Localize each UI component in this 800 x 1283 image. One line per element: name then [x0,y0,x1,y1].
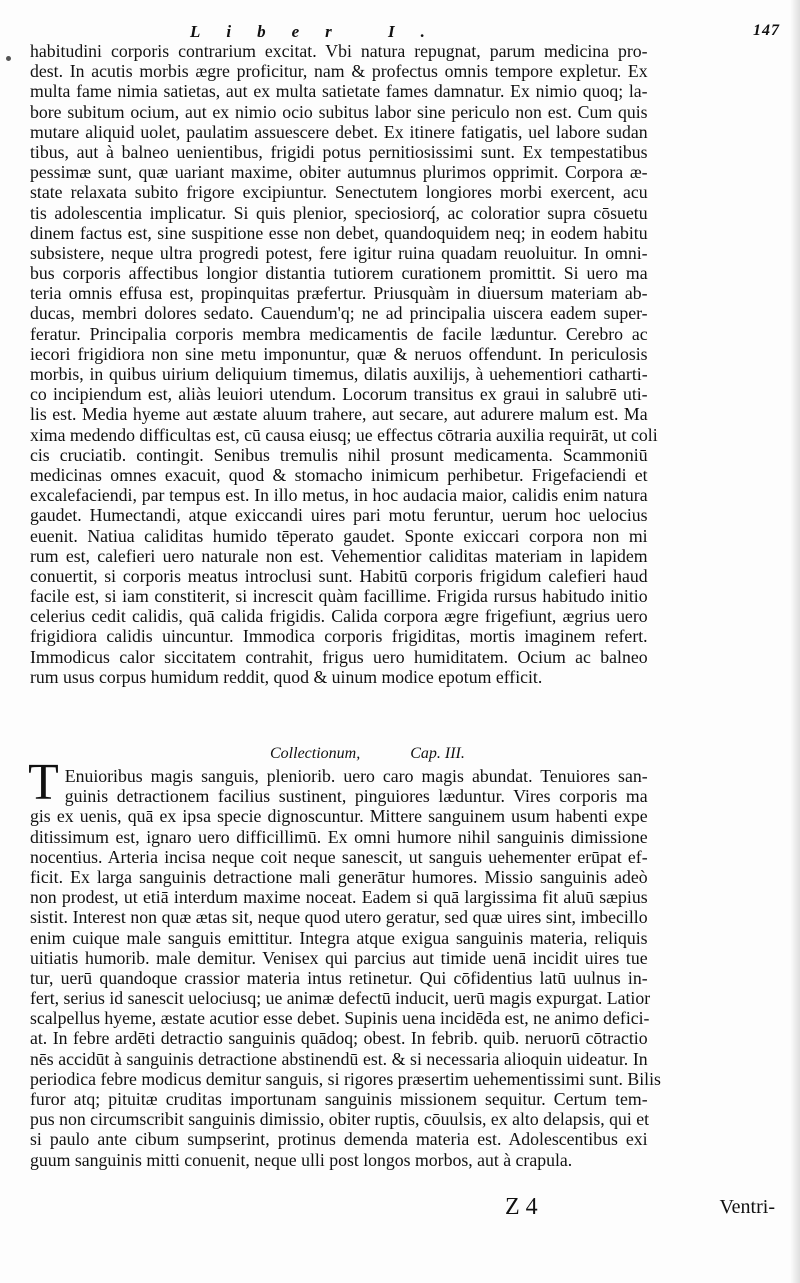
text-line: mutare aliquid uolet, paulatim assuescere debet. Ex itinere fatigatis, uel labore sudan [30,121,648,142]
chapter-text-line: fert, serius id sanescit uelociusq; ue animæ defectū inducit, uerū magis expurgat. Latior [30,988,651,1009]
margin-mark [6,56,11,61]
chapter-text-line: Enuioribus magis sanguis, pleniorib. uero caro magis abundat. Tenuiores san- [64,766,648,786]
text-line: multa fame nimia satietas, aut ex multa satietate fames damnatur. Ex nimio quoq; la- [30,81,648,102]
chapter-text-line: non prodest, ut etiā interdum maxime noceat. Eadem si quā largissima fit aluū sæpius [30,887,648,908]
chapter-text-line: guinis detractionem facilius sustinent, pinguiores læduntur. Vires corporis ma [64,786,648,807]
text-line: habitudini corporis contrarium excitat. Vbi natura repugnat, parum medicina pro- [30,41,648,61]
text-line: co incipiendum est, aliàs leuiori utendum. Locorum transitus ex graui in salubrē uti- [30,384,648,405]
chapter-text-line: tur, uerū quandoque crassior materia intus retinetur. Qui cōfidentius latū uulnus in- [30,967,648,988]
section-book-title: Collectionum, [270,745,361,762]
main-text-block [30,41,658,687]
text-line: rum usus corpus humidum reddit, quod & uinum modice epotum efficit. [30,666,543,687]
chapter-text-line: si paulo ante cibum sumpserint, protinus demenda materia est. Adolescentibus exi [30,1129,648,1150]
chapter-text-line: sistit. Interest non quæ ætas sit, neque quod utero geratur, sed quæ uires sint, imbecillo [30,907,648,928]
chapter-text-line: scalpellus hyeme, æstate acutior esse debet. Supinis uena incidēda est, ne animo defici- [30,1008,650,1029]
chapter-text-line: gis ex uenis, quā ex ipsa specie dignoscuntur. Mittere sanguinem usum habenti expe [30,806,648,827]
catchword: Ventri- [719,1196,775,1218]
text-line: facile est, si iam constiterit, si increscit quàm facillime. Frigida rursus habitudo initio [30,586,648,607]
text-line: rum est, calefieri uero naturale non est. Vehementior caliditas materiam in lapidem [30,545,648,566]
text-line: morbis, in quibus uirium deliquium timemus, dilatis auxilijs, à uehementiori catharti- [30,364,648,384]
text-line: bore subitum ocium, aut ex nimio ocio subitus labor sine periculo non est. Cum quis [30,101,648,122]
section-heading [270,745,511,763]
text-line: dest. In acutis morbis ægre proficitur, nam & profectus omnis tempore expletur. Ex [30,61,648,82]
text-line: gaudet. Humectandi, atque exiccandi uires pari motu feruntur, uerum hoc uelocius [30,505,648,526]
chapter-text-line: enim cuique male sanguis emittitur. Integra atque exigua sanguinis materia, reliquis [30,927,648,948]
text-line: lis est. Media hyeme aut æstate aluum trahere, aut secare, aut adurere malum est. Ma [30,404,648,425]
drop-cap-initial: T [28,754,59,811]
chapter-text-block [28,754,661,1170]
text-line: state relaxata subito frigore excipiuntur. Senectutem longiores morbi exercent, acu [30,182,648,203]
chapter-text-line: at. In febre ardēti detractio sanguinis quādoq; obest. In febrib. quib. neruorū cōtractio [30,1028,648,1049]
page-footer [505,1194,775,1220]
text-line: celerius cedit calidis, quā calida frigidis. Calida corpora ægre frigefiunt, ægrius uero [30,606,648,627]
text-line: tibus, aut à balneo uenientibus, frigidi potus pernitiosissimi sunt. Ex tempestatibus [30,141,648,162]
page-number: 147 [753,22,780,39]
text-line: medicinas omnes exacuit, quod & stomacho inimicum perhibetur. Frigefaciendi et [30,464,648,485]
text-line: ducas, membri dolores sedato. Cauendum'q; ne ad principalia uiscera eadem super- [30,303,648,324]
text-line: frigidiora calidis uincuntur. Immodica corporis frigiditas, mortis imaginem refert. [30,626,648,647]
text-line: feratur. Principalia corporis membra medicamentis de facile læduntur. Cerebro ac [30,323,648,344]
text-line: tis adolescentia implicatur. Si quis plenior, speciosiorq́, ac coloratior supra cōsuetu [30,202,648,223]
chapter-text-line: guum sanguinis mitti conuenit, neque ulli post longos morbos, aut à crapula. [30,1149,573,1170]
chapter-text-line: ditissimum est, ignaro uero difficillimū. Ex omni humore nihil sanguinis dimissione [30,826,648,847]
text-line: pessimæ sunt, quæ uariant maxime, obiter autumnus plurimos opprimit. Corpora æ- [30,162,648,183]
running-title: Liber I. [190,22,451,41]
chapter-text-line: furor atq; pituitæ cruditas importunam sanguinis missionem sequitur. Certum tem- [30,1089,648,1109]
text-line: Immodicus calor siccitatem contrahit, frigus uero humiditatem. Ocium ac balneo [30,646,648,667]
chapter-text-line: periodica febre modicus demitur sanguis, si rigores præsertim uehementissimi sunt. Bilis [30,1068,661,1089]
text-line: conuertit, si corporis meatus introclusi sunt. Habitū corporis frigidum calefieri haud [30,565,648,586]
text-line: subsistere, neque ultra progredi potest, fere igitur ruina quadam reuoluitur. In omni- [30,242,648,263]
chapter-text-line: nēs accidūt à sanguinis detractione abstinendū est. & si necessaria alioquin uideatur. In [30,1048,648,1069]
text-line: cis cruciatib. contingit. Senibus tremulis nihil prosunt medicamenta. Scammoniū [30,444,648,465]
text-line: xima medendo difficultas est, cū causa eiusq; ue effectus cōtraria auxilia requirāt, ut coli [30,424,658,445]
chapter-text-line: uitiatis humorib. male demitur. Venisex qui parcius aut timide uenā incidit uires tue [30,947,648,968]
chapter-text-line: ficit. Ex larga sanguinis detractione mali generātur humores. Missio sanguinis adeò [30,866,648,887]
chapter-text-line: nocentius. Arteria incisa neque coit neque sanescit, ut sanguis uehementer erūpat ef- [30,846,648,867]
text-line: dinem factus est, sine suspitione esse non debet, quandoquidem neq; in eodem habitu [30,222,648,243]
text-line: excalefaciendi, par tempus est. In illo metus, in hoc audacia maior, calidis enim natura [30,485,648,506]
chapter-text-line: pus non circumscribit sanguinis dimissio, obiter ruptis, cōuulsis, ex alto delapsis, qui et [30,1109,650,1130]
text-line: iecori frigidiora non sine metu imponuntur, quæ & neruos offendunt. In periculosis [30,343,648,364]
section-chapter-number: Cap. III. [410,745,465,762]
signature-mark: Z 4 [505,1194,538,1220]
text-line: bus corporis affectibus longior distantia tutiorem curationem promittit. Si uero ma [30,263,648,284]
text-line: euenit. Natiua caliditas humido tēperato gaudet. Sponte exiccari corpora non mi [30,525,648,546]
spine-shadow [790,0,800,1283]
text-line: teria omnis effusa est, propinquitas præfertur. Priusquàm in diuersum materiam ab- [30,283,648,304]
